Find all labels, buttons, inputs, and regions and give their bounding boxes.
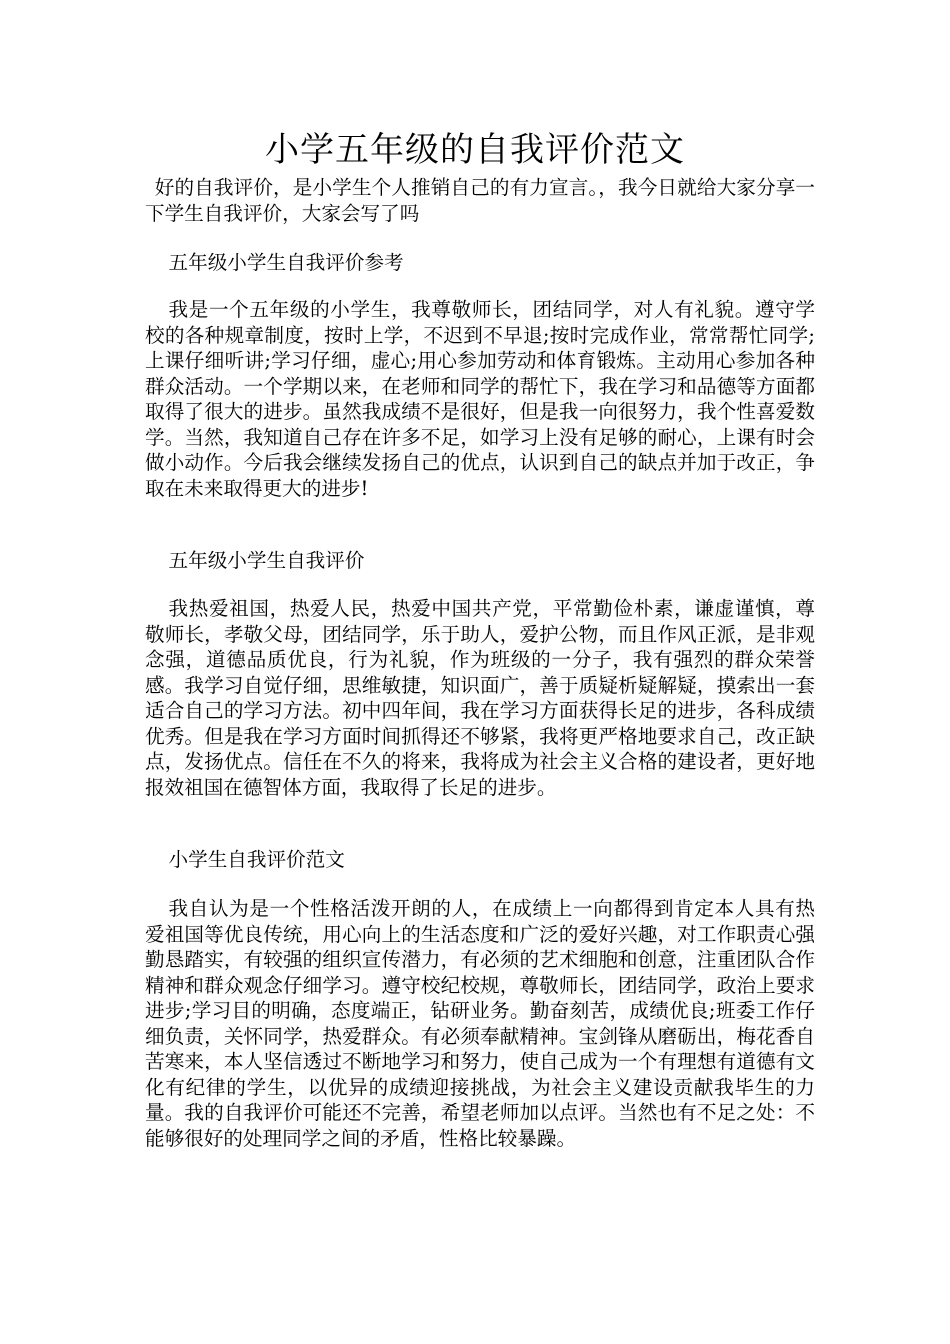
section-heading-self-evaluation: 五年级小学生自我评价 bbox=[168, 549, 365, 572]
section-heading-reference: 五年级小学生自我评价参考 bbox=[168, 251, 404, 274]
section-body-sample: 我自认为是一个性格活泼开朗的人，在成绩上一向都得到肯定本人具有热爱祖国等优良传统，用心向上的生活态度和广泛的爱好兴趣，对工作职责心强勤恳踏实，有较强的组织宣传潜力，有必须的艺术细胞和创意，注重团队合作精神和群众观念仔细学习。遵守校纪校规，尊敬师长，团结同学，政治上要求进步;学习目的明确，态度端正，钻研业务。勤奋刻苦，成绩优良;班委工作仔细负责，关怀同学，热爱群众。有必须奉献精神。宝剑锋从磨砺出，梅花香自苦寒来，本人坚信透过不断地学习和努力，使自己成为一个有理想有道德有文化有纪律的学生，以优异的成绩迎接挑战，为社会主义建设贡献我毕生的力量。我的自我评价可能还不完善，希望老师加以点评。当然也有不足之处：不能够很好的处理同学之间的矛盾，性格比较暴躁。 bbox=[145, 897, 815, 1150]
intro-paragraph: 好的自我评价，是小学生个人推销自己的有力宣言。，我今日就给大家分享一下学生自我评价，大家会写了吗 bbox=[145, 176, 815, 225]
document-title: 小学五年级的自我评价范文 bbox=[265, 130, 685, 170]
section-body-reference: 我是一个五年级的小学生，我尊敬师长，团结同学，对人有礼貌。遵守学校的各种规章制度，按时上学，不迟到不早退;按时完成作业，常常帮忙同学;上课仔细听讲;学习仔细，虚心;用心参加劳动和体育锻炼。主动用心参加各种群众活动。一个学期以来，在老师和同学的帮忙下，我在学习和品德等方面都取得了很大的进步。虽然我成绩不是很好，但是我一向很努力，我个性喜爱数学。当然，我知道自己存在许多不足，如学习上没有足够的耐心，上课有时会做小动作。今后我会继续发扬自己的优点，认识到自己的缺点并加于改正，争取在未来取得更大的进步! bbox=[145, 298, 815, 500]
section-body-self-evaluation: 我热爱祖国，热爱人民，热爱中国共产党，平常勤俭朴素，谦虚谨慎，尊敬师长，孝敬父母，团结同学，乐于助人，爱护公物，而且作风正派，是非观念强，道德品质优良，行为礼貌，作为班级的一分子，我有强烈的群众荣誉感。我学习自觉仔细，思维敏捷，知识面广，善于质疑析疑解疑，摸索出一套适合自己的学习方法。初中四年间，我在学习方面获得长足的进步，各科成绩优秀。但是我在学习方面时间抓得还不够紧，我将更严格地要求自己，改正缺点，发扬优点。信任在不久的将来，我将成为社会主义合格的建设者，更好地报效祖国在德智体方面，我取得了长足的进步。 bbox=[145, 597, 815, 799]
section-heading-sample: 小学生自我评价范文 bbox=[168, 848, 345, 871]
